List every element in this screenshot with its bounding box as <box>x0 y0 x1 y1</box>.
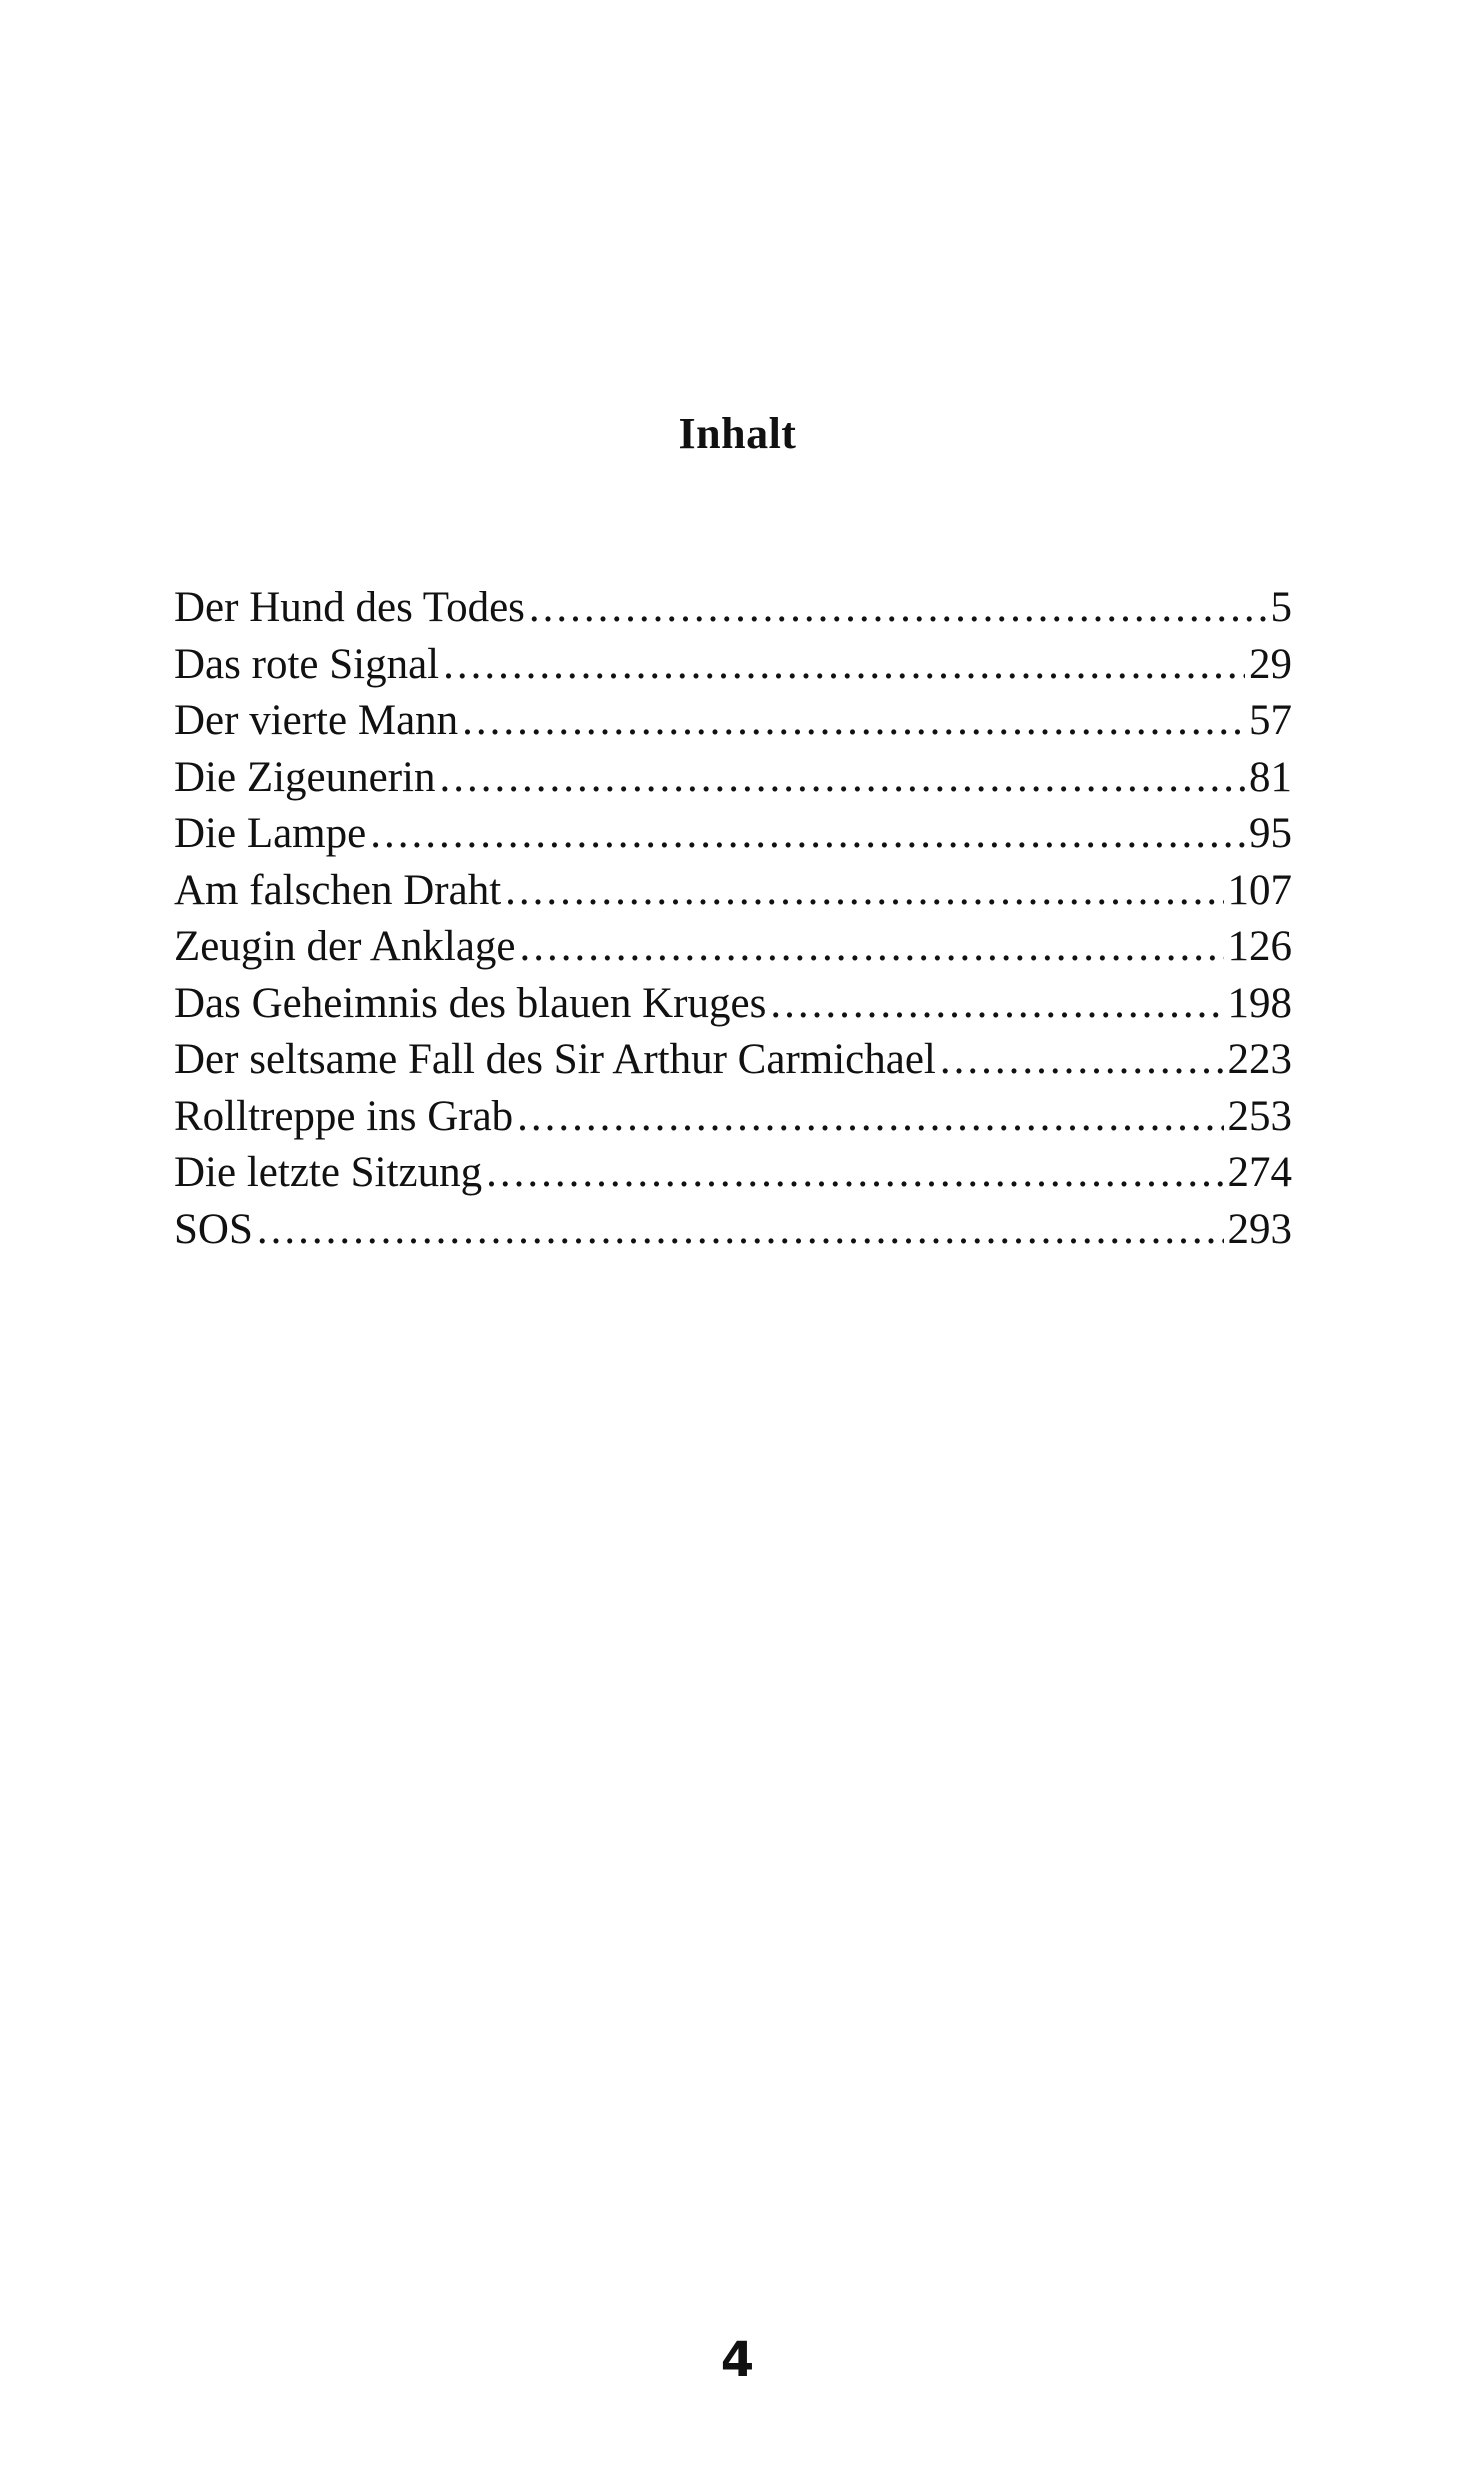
toc-entry-page: 95 <box>1249 810 1292 857</box>
toc-leader-dots <box>770 976 1223 1033</box>
toc-entry-page: 223 <box>1227 1036 1292 1083</box>
toc-entry <box>174 1202 1292 1259</box>
toc-entry-title: Der seltsame Fall des Sir Arthur Carmichael <box>174 1036 936 1083</box>
toc-entry <box>174 1032 1292 1089</box>
toc-entry-title: Das Geheimnis des blauen Kruges <box>174 979 767 1027</box>
toc-entry-page: 81 <box>1249 753 1292 801</box>
toc-leader-dots <box>940 1032 1224 1089</box>
toc-entry-page: 5 <box>1270 584 1292 631</box>
toc-leader-dots <box>486 1145 1223 1202</box>
toc-entry-page: 253 <box>1227 1092 1292 1140</box>
toc-entry-page: 198 <box>1227 979 1292 1027</box>
toc-entry-page: 107 <box>1227 866 1292 914</box>
toc-entry-title: Die Zigeunerin <box>174 753 436 801</box>
toc-entry <box>174 1145 1292 1202</box>
toc-entry-page: 29 <box>1249 640 1292 688</box>
toc-entry <box>174 919 1292 976</box>
page-number: 4 <box>720 2332 755 2388</box>
toc-entry <box>174 580 1292 637</box>
toc-entry-title: Der vierte Mann <box>174 697 459 744</box>
toc-entry-title: Am falschen Draht <box>174 866 502 914</box>
toc-entry-title: Der Hund des Todes <box>174 584 525 631</box>
toc-leader-dots <box>517 1089 1223 1146</box>
table-of-contents <box>174 580 1292 1258</box>
toc-entry-page: 57 <box>1249 697 1292 744</box>
page-title: Inhalt <box>678 409 797 459</box>
toc-entry <box>174 750 1292 807</box>
toc-entry <box>174 1089 1292 1146</box>
toc-entry-title: Das rote Signal <box>174 640 440 688</box>
toc-entry-title: Zeugin der Anklage <box>174 923 516 970</box>
toc-entry-title: Die Lampe <box>174 810 367 857</box>
toc-leader-dots <box>505 863 1223 920</box>
toc-entry-page: 293 <box>1227 1205 1292 1253</box>
toc-leader-dots <box>440 750 1246 807</box>
toc-entry <box>174 976 1292 1033</box>
toc-leader-dots <box>257 1202 1224 1259</box>
toc-leader-dots <box>443 637 1245 694</box>
toc-leader-dots <box>520 919 1224 976</box>
toc-entry-title: Die letzte Sitzung <box>174 1149 483 1196</box>
toc-entry <box>174 637 1292 694</box>
toc-leader-dots <box>462 693 1245 750</box>
toc-entry <box>174 806 1292 863</box>
toc-leader-dots <box>370 806 1245 863</box>
toc-entry <box>174 863 1292 920</box>
toc-entry-title: SOS <box>174 1205 253 1253</box>
toc-leader-dots <box>529 580 1267 637</box>
toc-entry-title: Rolltreppe ins Grab <box>174 1092 514 1140</box>
toc-entry-page: 126 <box>1227 923 1292 970</box>
toc-entry <box>174 693 1292 750</box>
toc-entry-page: 274 <box>1227 1149 1292 1196</box>
